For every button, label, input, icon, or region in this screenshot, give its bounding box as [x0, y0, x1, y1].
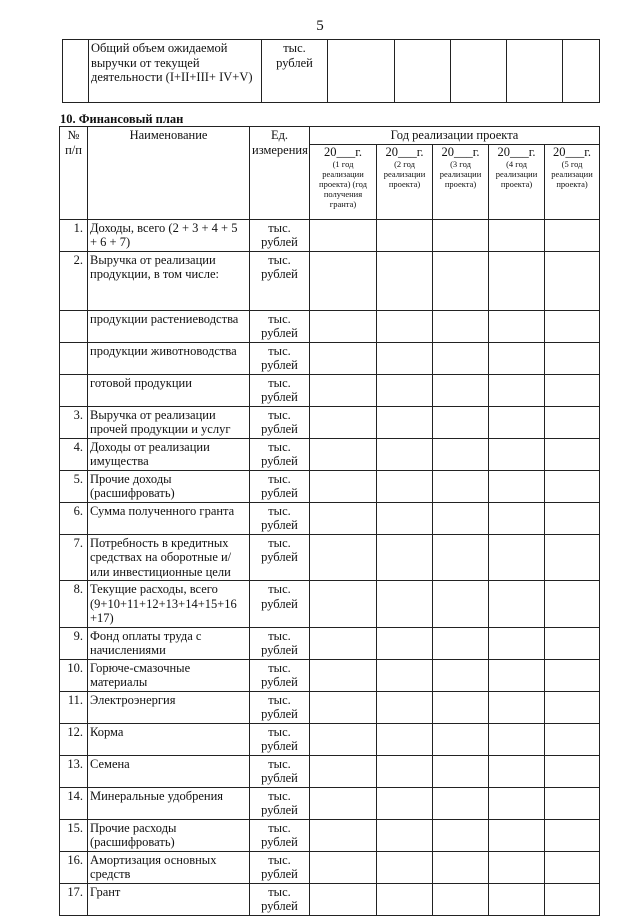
- value-cell[interactable]: [433, 219, 489, 251]
- row-name: продукции животноводства: [88, 342, 250, 374]
- header-year-group: Год реализации проекта: [310, 127, 600, 145]
- value-cell[interactable]: [489, 219, 545, 251]
- row-number: 8.: [60, 581, 88, 628]
- value-cell[interactable]: [545, 502, 600, 534]
- row-name: Электроэнергия: [88, 691, 250, 723]
- table-row: [60, 310, 600, 342]
- value-cell[interactable]: [433, 755, 489, 787]
- value-cell[interactable]: [489, 787, 545, 819]
- value-cell[interactable]: [310, 851, 377, 883]
- value-cell[interactable]: [377, 374, 433, 406]
- value-cell[interactable]: [489, 883, 545, 915]
- value-cell[interactable]: [377, 438, 433, 470]
- row-number: 5.: [60, 470, 88, 502]
- value-cell[interactable]: [489, 502, 545, 534]
- value-cell[interactable]: [377, 534, 433, 581]
- row-name: Прочие расходы (расшифровать): [88, 819, 250, 851]
- value-cell[interactable]: [310, 819, 377, 851]
- value-cell[interactable]: [433, 659, 489, 691]
- value-cell[interactable]: [545, 219, 600, 251]
- row-name: Корма: [88, 723, 250, 755]
- row-name: Выручка от реализации продукции, в том числе:: [88, 251, 250, 310]
- header-year-4: 20___г. (4 год реализации проекта): [489, 144, 545, 219]
- value-cell[interactable]: [563, 40, 600, 103]
- value-cell[interactable]: [310, 581, 377, 628]
- row-unit: тыс. рублей: [250, 310, 310, 342]
- row-unit: тыс. рублей: [250, 374, 310, 406]
- table-row: [63, 40, 600, 103]
- value-cell[interactable]: [489, 251, 545, 310]
- value-cell[interactable]: [507, 40, 563, 103]
- table-row: [60, 406, 600, 438]
- row-number: 9.: [60, 627, 88, 659]
- value-cell[interactable]: [310, 883, 377, 915]
- row-name: продукции растениеводства: [88, 310, 250, 342]
- value-cell[interactable]: [310, 219, 377, 251]
- value-cell[interactable]: [310, 310, 377, 342]
- header-year-5: 20___г. (5 год реализации проекта): [545, 144, 600, 219]
- row-name: Доходы, всего (2 + 3 + 4 + 5 + 6 + 7): [88, 219, 250, 251]
- value-cell[interactable]: [489, 755, 545, 787]
- value-cell[interactable]: [545, 534, 600, 581]
- value-cell[interactable]: [377, 342, 433, 374]
- row-name: Общий объем ожидаемой выручки от текущей деятельности (I+II+III+ IV+V): [89, 40, 262, 103]
- row-number: 17.: [60, 883, 88, 915]
- value-cell[interactable]: [377, 502, 433, 534]
- value-cell[interactable]: [433, 534, 489, 581]
- table-row: [60, 581, 600, 628]
- row-name: готовой продукции: [88, 374, 250, 406]
- value-cell[interactable]: [433, 851, 489, 883]
- value-cell[interactable]: [545, 755, 600, 787]
- row-unit: тыс. рублей: [250, 342, 310, 374]
- row-name: Прочие доходы (расшифровать): [88, 470, 250, 502]
- value-cell[interactable]: [433, 581, 489, 628]
- table-row: [60, 502, 600, 534]
- row-number: 2.: [60, 251, 88, 310]
- value-cell[interactable]: [433, 438, 489, 470]
- table-row: [60, 883, 600, 915]
- value-cell[interactable]: [395, 40, 451, 103]
- header-year-1: 20___г. (1 год реализации проекта) (год получения гранта): [310, 144, 377, 219]
- value-cell[interactable]: [310, 342, 377, 374]
- value-cell[interactable]: [451, 40, 507, 103]
- table-row: [60, 659, 600, 691]
- row-number: 13.: [60, 755, 88, 787]
- header-year-2: 20___г. (2 год реализации проекта): [377, 144, 433, 219]
- value-cell[interactable]: [310, 691, 377, 723]
- value-cell[interactable]: [377, 787, 433, 819]
- value-cell[interactable]: [489, 374, 545, 406]
- row-number: 10.: [60, 659, 88, 691]
- row-number: [60, 374, 88, 406]
- row-name: Доходы от реализации имущества: [88, 438, 250, 470]
- value-cell[interactable]: [377, 755, 433, 787]
- financial-plan-table: [59, 126, 600, 916]
- row-number: 11.: [60, 691, 88, 723]
- value-cell[interactable]: [545, 691, 600, 723]
- row-name: Минеральные удобрения: [88, 787, 250, 819]
- value-cell[interactable]: [310, 723, 377, 755]
- value-cell[interactable]: [433, 374, 489, 406]
- row-unit: тыс. рублей: [250, 723, 310, 755]
- value-cell[interactable]: [489, 581, 545, 628]
- row-name: Фонд оплаты труда с начислениями: [88, 627, 250, 659]
- value-cell[interactable]: [489, 342, 545, 374]
- row-number: 4.: [60, 438, 88, 470]
- value-cell[interactable]: [377, 581, 433, 628]
- row-unit: тыс. рублей: [250, 502, 310, 534]
- value-cell[interactable]: [545, 883, 600, 915]
- row-number: [60, 310, 88, 342]
- value-cell[interactable]: [310, 438, 377, 470]
- value-cell[interactable]: [310, 659, 377, 691]
- row-unit: тыс. рублей: [250, 755, 310, 787]
- value-cell[interactable]: [433, 342, 489, 374]
- row-unit: тыс. рублей: [250, 219, 310, 251]
- value-cell[interactable]: [433, 470, 489, 502]
- value-cell[interactable]: [433, 310, 489, 342]
- value-cell[interactable]: [489, 627, 545, 659]
- value-cell[interactable]: [310, 406, 377, 438]
- table-row: [60, 627, 600, 659]
- row-unit: тыс. рублей: [250, 691, 310, 723]
- table-row: [60, 787, 600, 819]
- row-name: Горюче-смазочные материалы: [88, 659, 250, 691]
- value-cell[interactable]: [433, 883, 489, 915]
- value-cell[interactable]: [377, 627, 433, 659]
- value-cell[interactable]: [433, 819, 489, 851]
- value-cell[interactable]: [545, 438, 600, 470]
- value-cell[interactable]: [489, 438, 545, 470]
- table-row: [60, 342, 600, 374]
- value-cell[interactable]: [489, 470, 545, 502]
- value-cell[interactable]: [310, 755, 377, 787]
- value-cell[interactable]: [545, 819, 600, 851]
- header-unit: Ед. измерения: [250, 127, 310, 220]
- value-cell[interactable]: [310, 502, 377, 534]
- header-year-3: 20___г. (3 год реализации проекта): [433, 144, 489, 219]
- value-cell[interactable]: [489, 310, 545, 342]
- row-unit: тыс. рублей: [250, 851, 310, 883]
- revenue-summary-table: [62, 39, 600, 103]
- value-cell[interactable]: [377, 883, 433, 915]
- value-cell[interactable]: [433, 787, 489, 819]
- row-unit: тыс. рублей: [250, 406, 310, 438]
- header-num: № п/п: [60, 127, 88, 220]
- value-cell[interactable]: [545, 470, 600, 502]
- row-number: 14.: [60, 787, 88, 819]
- table-row: [60, 470, 600, 502]
- value-cell[interactable]: [489, 534, 545, 581]
- value-cell[interactable]: [310, 470, 377, 502]
- table-row: [60, 438, 600, 470]
- row-number: 7.: [60, 534, 88, 581]
- row-name: Семена: [88, 755, 250, 787]
- table-row: [60, 755, 600, 787]
- row-unit: тыс. рублей: [250, 438, 310, 470]
- value-cell[interactable]: [545, 787, 600, 819]
- row-unit: тыс. рублей: [250, 534, 310, 581]
- row-unit: тыс. рублей: [250, 470, 310, 502]
- row-number: 1.: [60, 219, 88, 251]
- row-number: 16.: [60, 851, 88, 883]
- value-cell[interactable]: [433, 406, 489, 438]
- value-cell[interactable]: [545, 342, 600, 374]
- table-row: [60, 251, 600, 310]
- value-cell[interactable]: [433, 502, 489, 534]
- value-cell[interactable]: [310, 534, 377, 581]
- value-cell[interactable]: [310, 627, 377, 659]
- row-name: Грант: [88, 883, 250, 915]
- section-title: 10. Финансовый план: [60, 112, 184, 126]
- row-number: 15.: [60, 819, 88, 851]
- row-name: Амортизация основных средств: [88, 851, 250, 883]
- value-cell[interactable]: [489, 406, 545, 438]
- row-name: Выручка от реализации прочей продукции и услуг: [88, 406, 250, 438]
- value-cell[interactable]: [377, 691, 433, 723]
- row-number: 12.: [60, 723, 88, 755]
- value-cell[interactable]: [433, 691, 489, 723]
- row-number: 6.: [60, 502, 88, 534]
- row-name: Потребность в кредитных средствах на оборотные и/или инвестиционные цели: [88, 534, 250, 581]
- table-row: [60, 534, 600, 581]
- value-cell[interactable]: [489, 851, 545, 883]
- table-row: [60, 219, 600, 251]
- row-unit: тыс. рублей: [250, 787, 310, 819]
- table-row: [60, 851, 600, 883]
- page-number: 5: [316, 18, 324, 34]
- value-cell[interactable]: [489, 723, 545, 755]
- row-name: Сумма полученного гранта: [88, 502, 250, 534]
- value-cell[interactable]: [377, 310, 433, 342]
- value-cell[interactable]: [489, 819, 545, 851]
- row-unit: тыс. рублей: [250, 659, 310, 691]
- value-cell[interactable]: [545, 851, 600, 883]
- value-cell[interactable]: [489, 691, 545, 723]
- row-unit: тыс. рублей: [250, 627, 310, 659]
- value-cell[interactable]: [545, 581, 600, 628]
- row-unit: тыс. рублей: [250, 581, 310, 628]
- value-cell[interactable]: [377, 219, 433, 251]
- table-row: [60, 723, 600, 755]
- value-cell[interactable]: [377, 470, 433, 502]
- row-number: 3.: [60, 406, 88, 438]
- table-row: [60, 691, 600, 723]
- value-cell[interactable]: [377, 406, 433, 438]
- value-cell[interactable]: [545, 406, 600, 438]
- value-cell[interactable]: [377, 723, 433, 755]
- value-cell[interactable]: [310, 374, 377, 406]
- value-cell[interactable]: [545, 627, 600, 659]
- row-unit: тыс. рублей: [250, 251, 310, 310]
- value-cell[interactable]: [545, 723, 600, 755]
- row-name: Текущие расходы, всего (9+10+11+12+13+14+15+16 +17): [88, 581, 250, 628]
- header-name: Наименование: [88, 127, 250, 220]
- value-cell[interactable]: [377, 819, 433, 851]
- value-cell[interactable]: [377, 851, 433, 883]
- value-cell[interactable]: [310, 251, 377, 310]
- row-unit: тыс. рублей: [250, 883, 310, 915]
- table-row: [60, 819, 600, 851]
- value-cell[interactable]: [310, 787, 377, 819]
- value-cell[interactable]: [545, 310, 600, 342]
- cell-blank: [63, 40, 89, 103]
- value-cell[interactable]: [545, 659, 600, 691]
- value-cell[interactable]: [489, 659, 545, 691]
- value-cell[interactable]: [433, 627, 489, 659]
- value-cell[interactable]: [377, 659, 433, 691]
- row-number: [60, 342, 88, 374]
- value-cell[interactable]: [545, 251, 600, 310]
- value-cell[interactable]: [328, 40, 395, 103]
- value-cell[interactable]: [545, 374, 600, 406]
- value-cell[interactable]: [433, 251, 489, 310]
- value-cell[interactable]: [377, 251, 433, 310]
- value-cell[interactable]: [433, 723, 489, 755]
- table-row: [60, 374, 600, 406]
- row-unit: тыс. рублей: [250, 819, 310, 851]
- row-unit: тыс. рублей: [262, 40, 328, 103]
